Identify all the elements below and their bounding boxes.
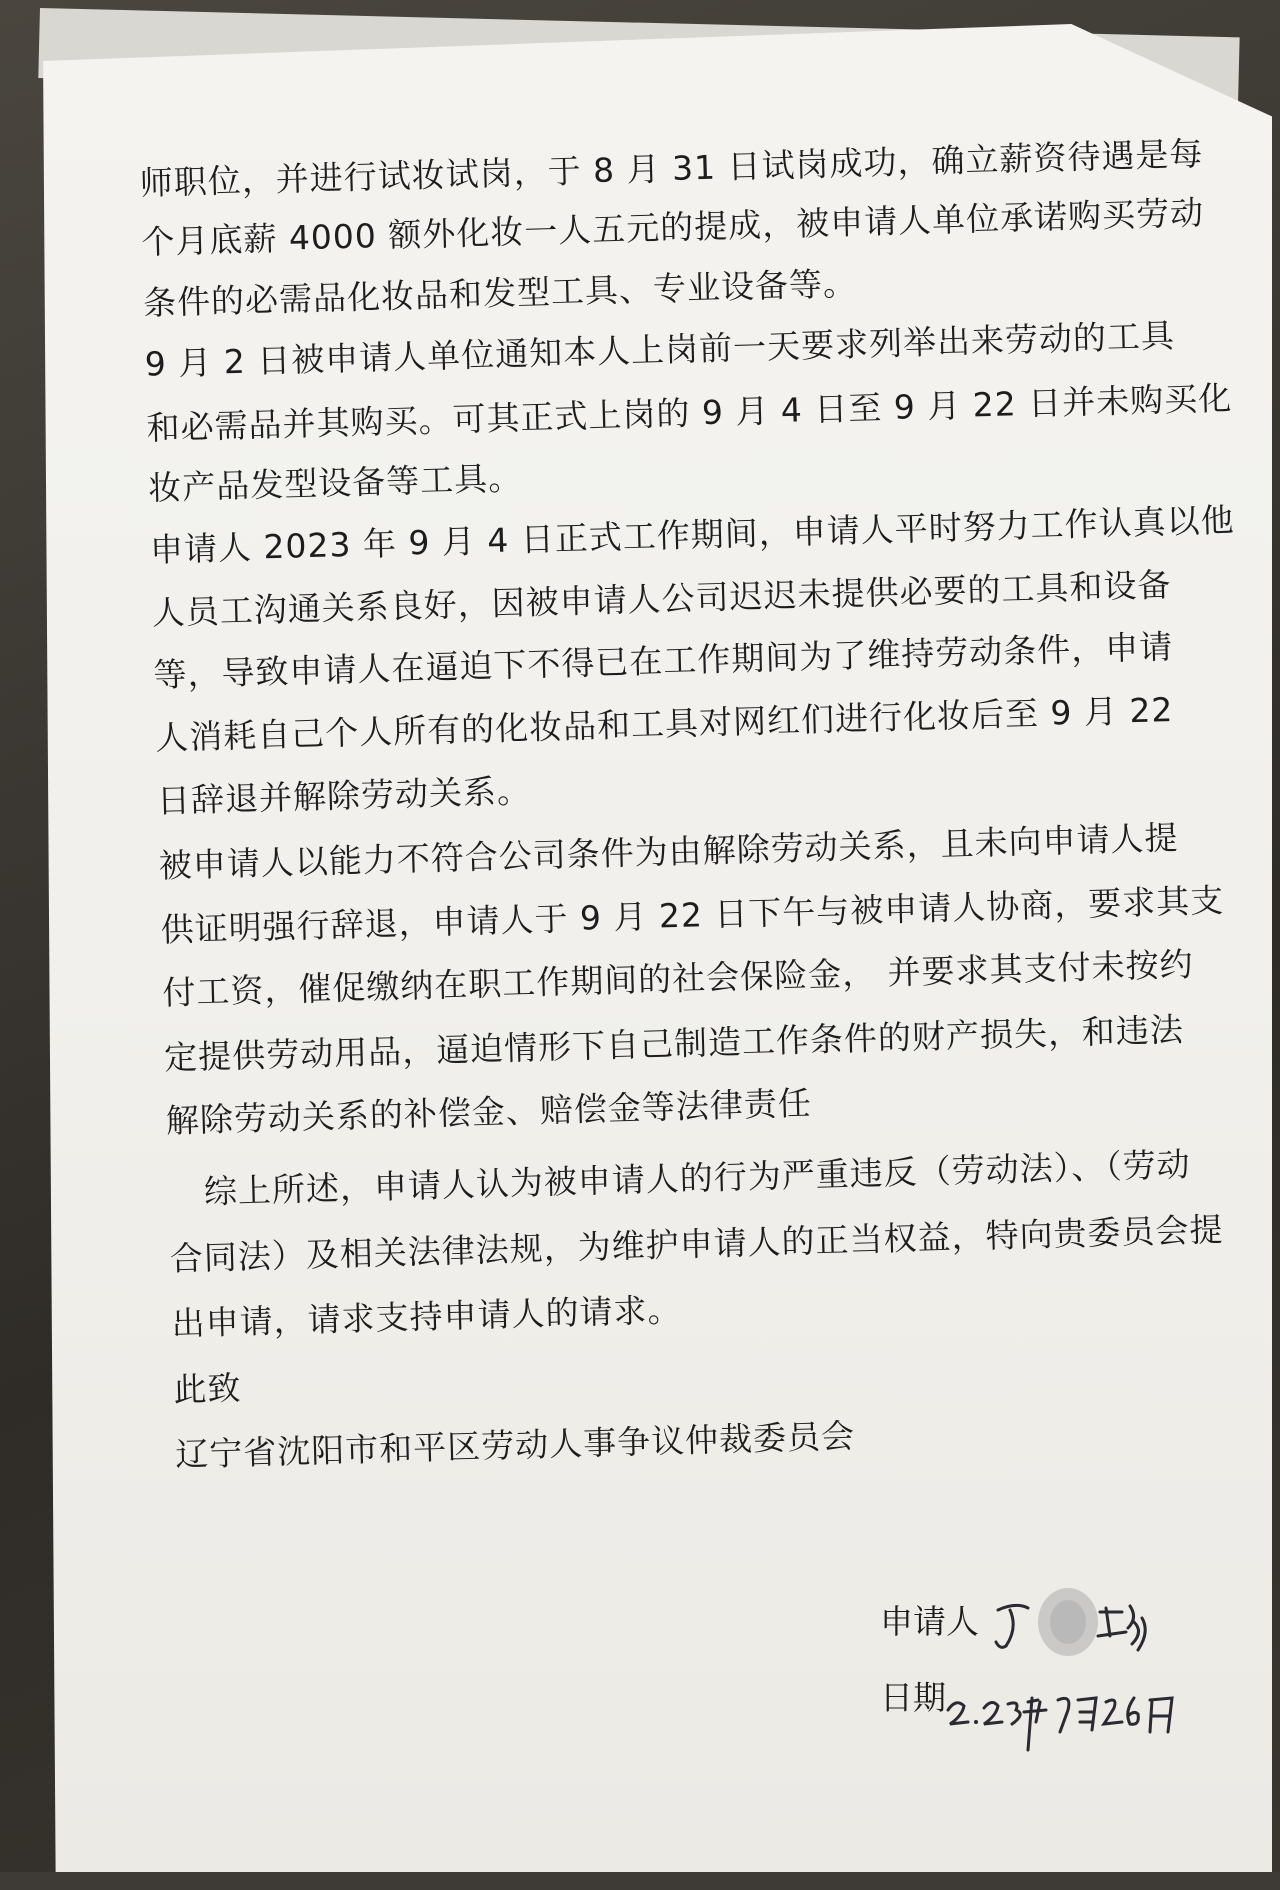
body-line: 等，导致申请人在逼迫下不得已在工作期间为了维持劳动条件，申请 <box>152 627 1174 695</box>
applicant-signature <box>988 1588 1188 1662</box>
body-line: 定提供劳动用品，逼迫情形下自己制造工作条件的财产损失，和违法 <box>163 1009 1185 1078</box>
salutation: 此致 <box>172 1368 243 1410</box>
body-line: 日辞退并解除劳动关系。 <box>156 771 532 821</box>
body-line: 被申请人以能力不符合公司条件为由解除劳动关系，且未向申请人提 <box>158 817 1180 886</box>
body-line: 妆产品发型设备等工具。 <box>147 458 523 508</box>
recipient: 辽宁省沈阳市和平区劳动人事争议仲裁委员会 <box>174 1416 856 1475</box>
body-line: 出申请，请求支持申请人的请求。 <box>171 1290 682 1344</box>
body-line: 师职位，并进行试妆试岗，于 8 月 31 日试岗成功，确立薪资待遇是每 <box>139 133 1204 203</box>
body-line: 付工资，催促缴纳在职工作期间的社会保险金， 并要求其支付未按约 <box>161 944 1195 1013</box>
body-line: 解除劳动关系的补偿金、赔偿金等法律责任 <box>165 1083 813 1141</box>
body-line: 人消耗自己个人所有的化妆品和工具对网红们进行化妆后至 9 月 22 <box>154 690 1174 758</box>
body-line: 申请人 2023 年 9 月 4 日正式工作期间，申请人平时努力工作认真以他 <box>149 500 1236 570</box>
applicant-label: 申请人 <box>880 1602 979 1641</box>
body-line: 条件的必需品化妆品和发型工具、专业设备等。 <box>142 263 858 323</box>
body-line: 个月底薪 4000 额外化妆一人五元的提成，被申请人单位承诺购买劳动 <box>140 192 1205 262</box>
body-line: 和必需品并其购买。可其正式上岗的 9 月 4 日至 9 月 22 日并未购买化 <box>146 378 1233 448</box>
body-line: 综上所述，申请人认为被申请人的行为严重违反（劳动法）、（劳动 <box>203 1144 1192 1212</box>
body-line: 合同法）及相关法律法规，为维护申请人的正当权益，特向贵委员会提 <box>169 1209 1224 1279</box>
date-handwriting <box>940 1672 1200 1756</box>
date-label: 日期 <box>880 1678 946 1717</box>
signature-block <box>870 1600 1200 1750</box>
body-line: 供证明强行辞退，申请人于 9 月 22 日下午与被申请人协商，要求其支 <box>160 880 1225 950</box>
body-line: 9 月 2 日被申请人单位通知本人上岗前一天要求列举出来劳动的工具 <box>144 315 1176 384</box>
body-line: 人员工沟通关系良好，因被申请人公司迟迟未提供必要的工具和设备 <box>151 565 1172 633</box>
